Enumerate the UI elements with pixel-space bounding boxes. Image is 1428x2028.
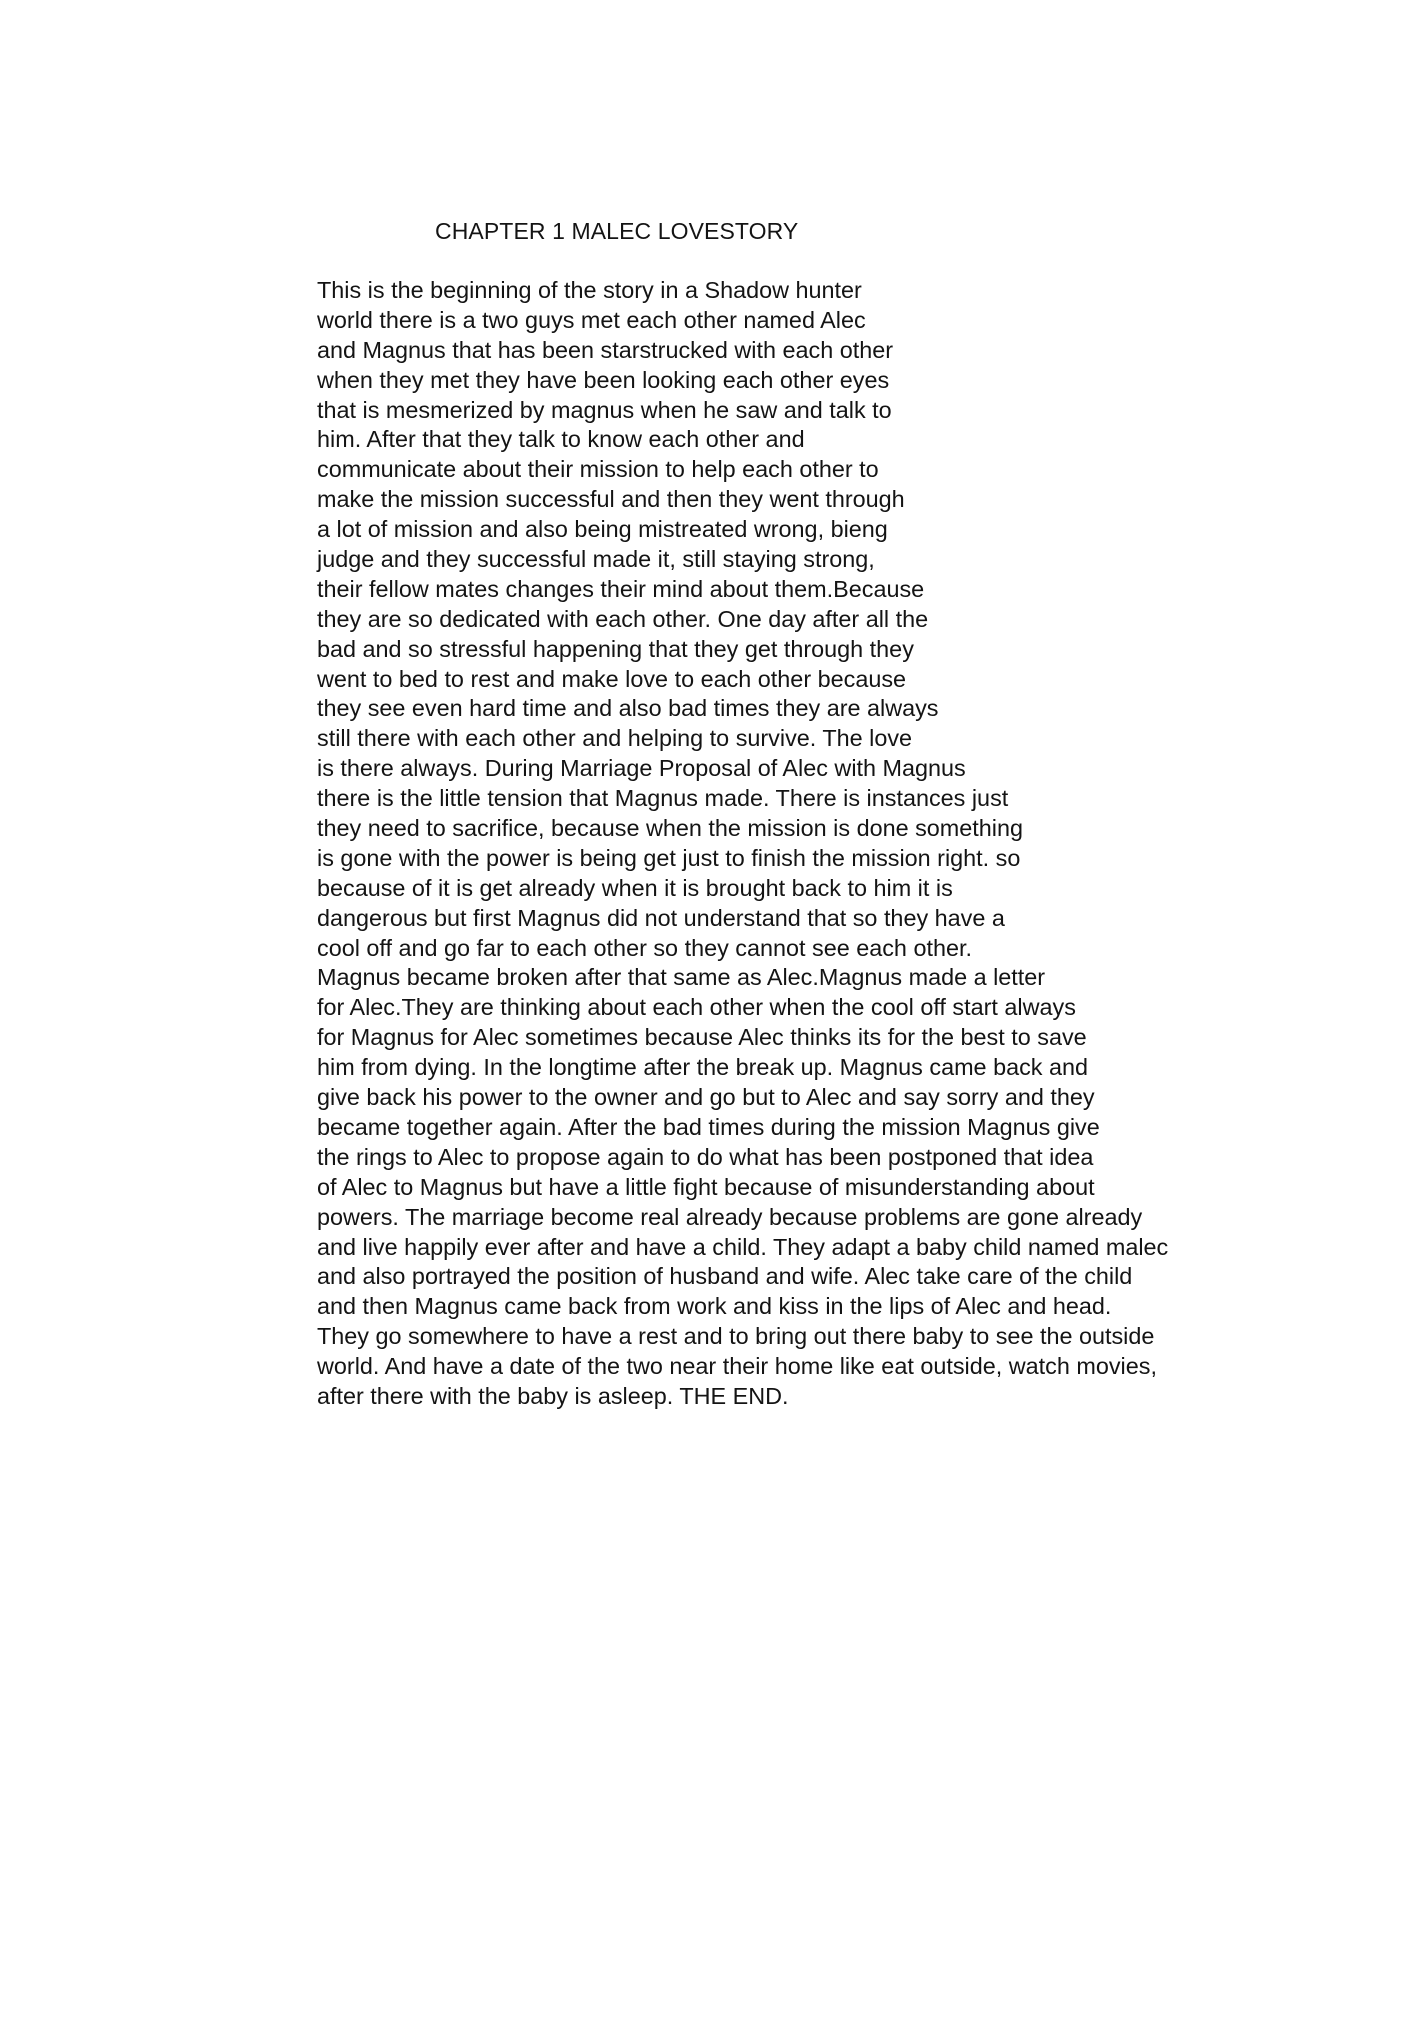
text-line: still there with each other and helping to survive. The love [317, 725, 913, 752]
text-line: dangerous but first Magnus did not understand that so they have a [317, 904, 1005, 931]
text-line: is gone with the power is being get just to finish the mission right. so [317, 844, 1021, 871]
text-line: the rings to Alec to propose again to do what has been postponed that idea [317, 1143, 1094, 1170]
text-line: communicate about their mission to help each other to [317, 456, 879, 483]
text-line: went to bed to rest and make love to each other because [317, 665, 907, 692]
chapter-title: CHAPTER 1 MALEC LOVESTORY [435, 218, 799, 244]
text-line: is there always. During Marriage Proposal of Alec with Magnus [317, 755, 966, 782]
story-body [317, 276, 1168, 1412]
text-line: when they met they have been looking each other eyes [317, 366, 890, 393]
text-line: Magnus became broken after that same as Alec.Magnus made a letter [317, 964, 1046, 991]
text-line: and also portrayed the position of husband and wife. Alec take care of the child [317, 1263, 1133, 1290]
text-line: him. After that they talk to know each other and [317, 426, 805, 453]
text-line: They go somewhere to have a rest and to bring out there baby to see the outside [317, 1323, 1155, 1350]
text-line: cool off and go far to each other so they cannot see each other. [317, 934, 972, 961]
text-line: world there is a two guys met each other named Alec [317, 306, 866, 333]
text-line: judge and they successful made it, still staying strong, [317, 546, 875, 573]
text-line: they need to sacrifice, because when the mission is done something [317, 815, 1024, 842]
text-line: their fellow mates changes their mind about them.Because [317, 575, 925, 602]
text-line: and live happily ever after and have a child. They adapt a baby child named malec [317, 1233, 1169, 1260]
text-line: This is the beginning of the story in a Shadow hunter [317, 277, 862, 303]
text-line: and Magnus that has been starstrucked with each other [317, 336, 894, 363]
text-line: world. And have a date of the two near their home like eat outside, watch movies, [317, 1353, 1157, 1380]
text-line: for Magnus for Alec sometimes because Alec thinks its for the best to save [317, 1024, 1087, 1051]
text-line: powers. The marriage become real already because problems are gone already [317, 1203, 1143, 1230]
text-line: there is the little tension that Magnus made. There is instances just [317, 785, 1009, 812]
text-line: and then Magnus came back from work and kiss in the lips of Alec and head. [317, 1293, 1112, 1320]
text-line: that is mesmerized by magnus when he saw and talk to [317, 396, 892, 423]
text-line: after there with the baby is asleep. THE END. [317, 1382, 789, 1409]
text-line: a lot of mission and also being mistreated wrong, bieng [317, 516, 888, 543]
text-line: him from dying. In the longtime after the break up. Magnus came back and [317, 1054, 1089, 1081]
text-line: they are so dedicated with each other. One day after all the [317, 605, 929, 632]
text-line: they see even hard time and also bad times they are always [317, 695, 939, 722]
text-line: became together again. After the bad times during the mission Magnus give [317, 1113, 1100, 1140]
text-line: give back his power to the owner and go but to Alec and say sorry and they [317, 1084, 1095, 1111]
text-line: of Alec to Magnus but have a little fight because of misunderstanding about [317, 1173, 1095, 1200]
text-line: for Alec.They are thinking about each other when the cool off start always [317, 994, 1076, 1021]
text-line: because of it is get already when it is brought back to him it is [317, 874, 953, 901]
text-line: bad and so stressful happening that they get through they [317, 635, 914, 662]
text-line: make the mission successful and then they went through [317, 486, 905, 513]
